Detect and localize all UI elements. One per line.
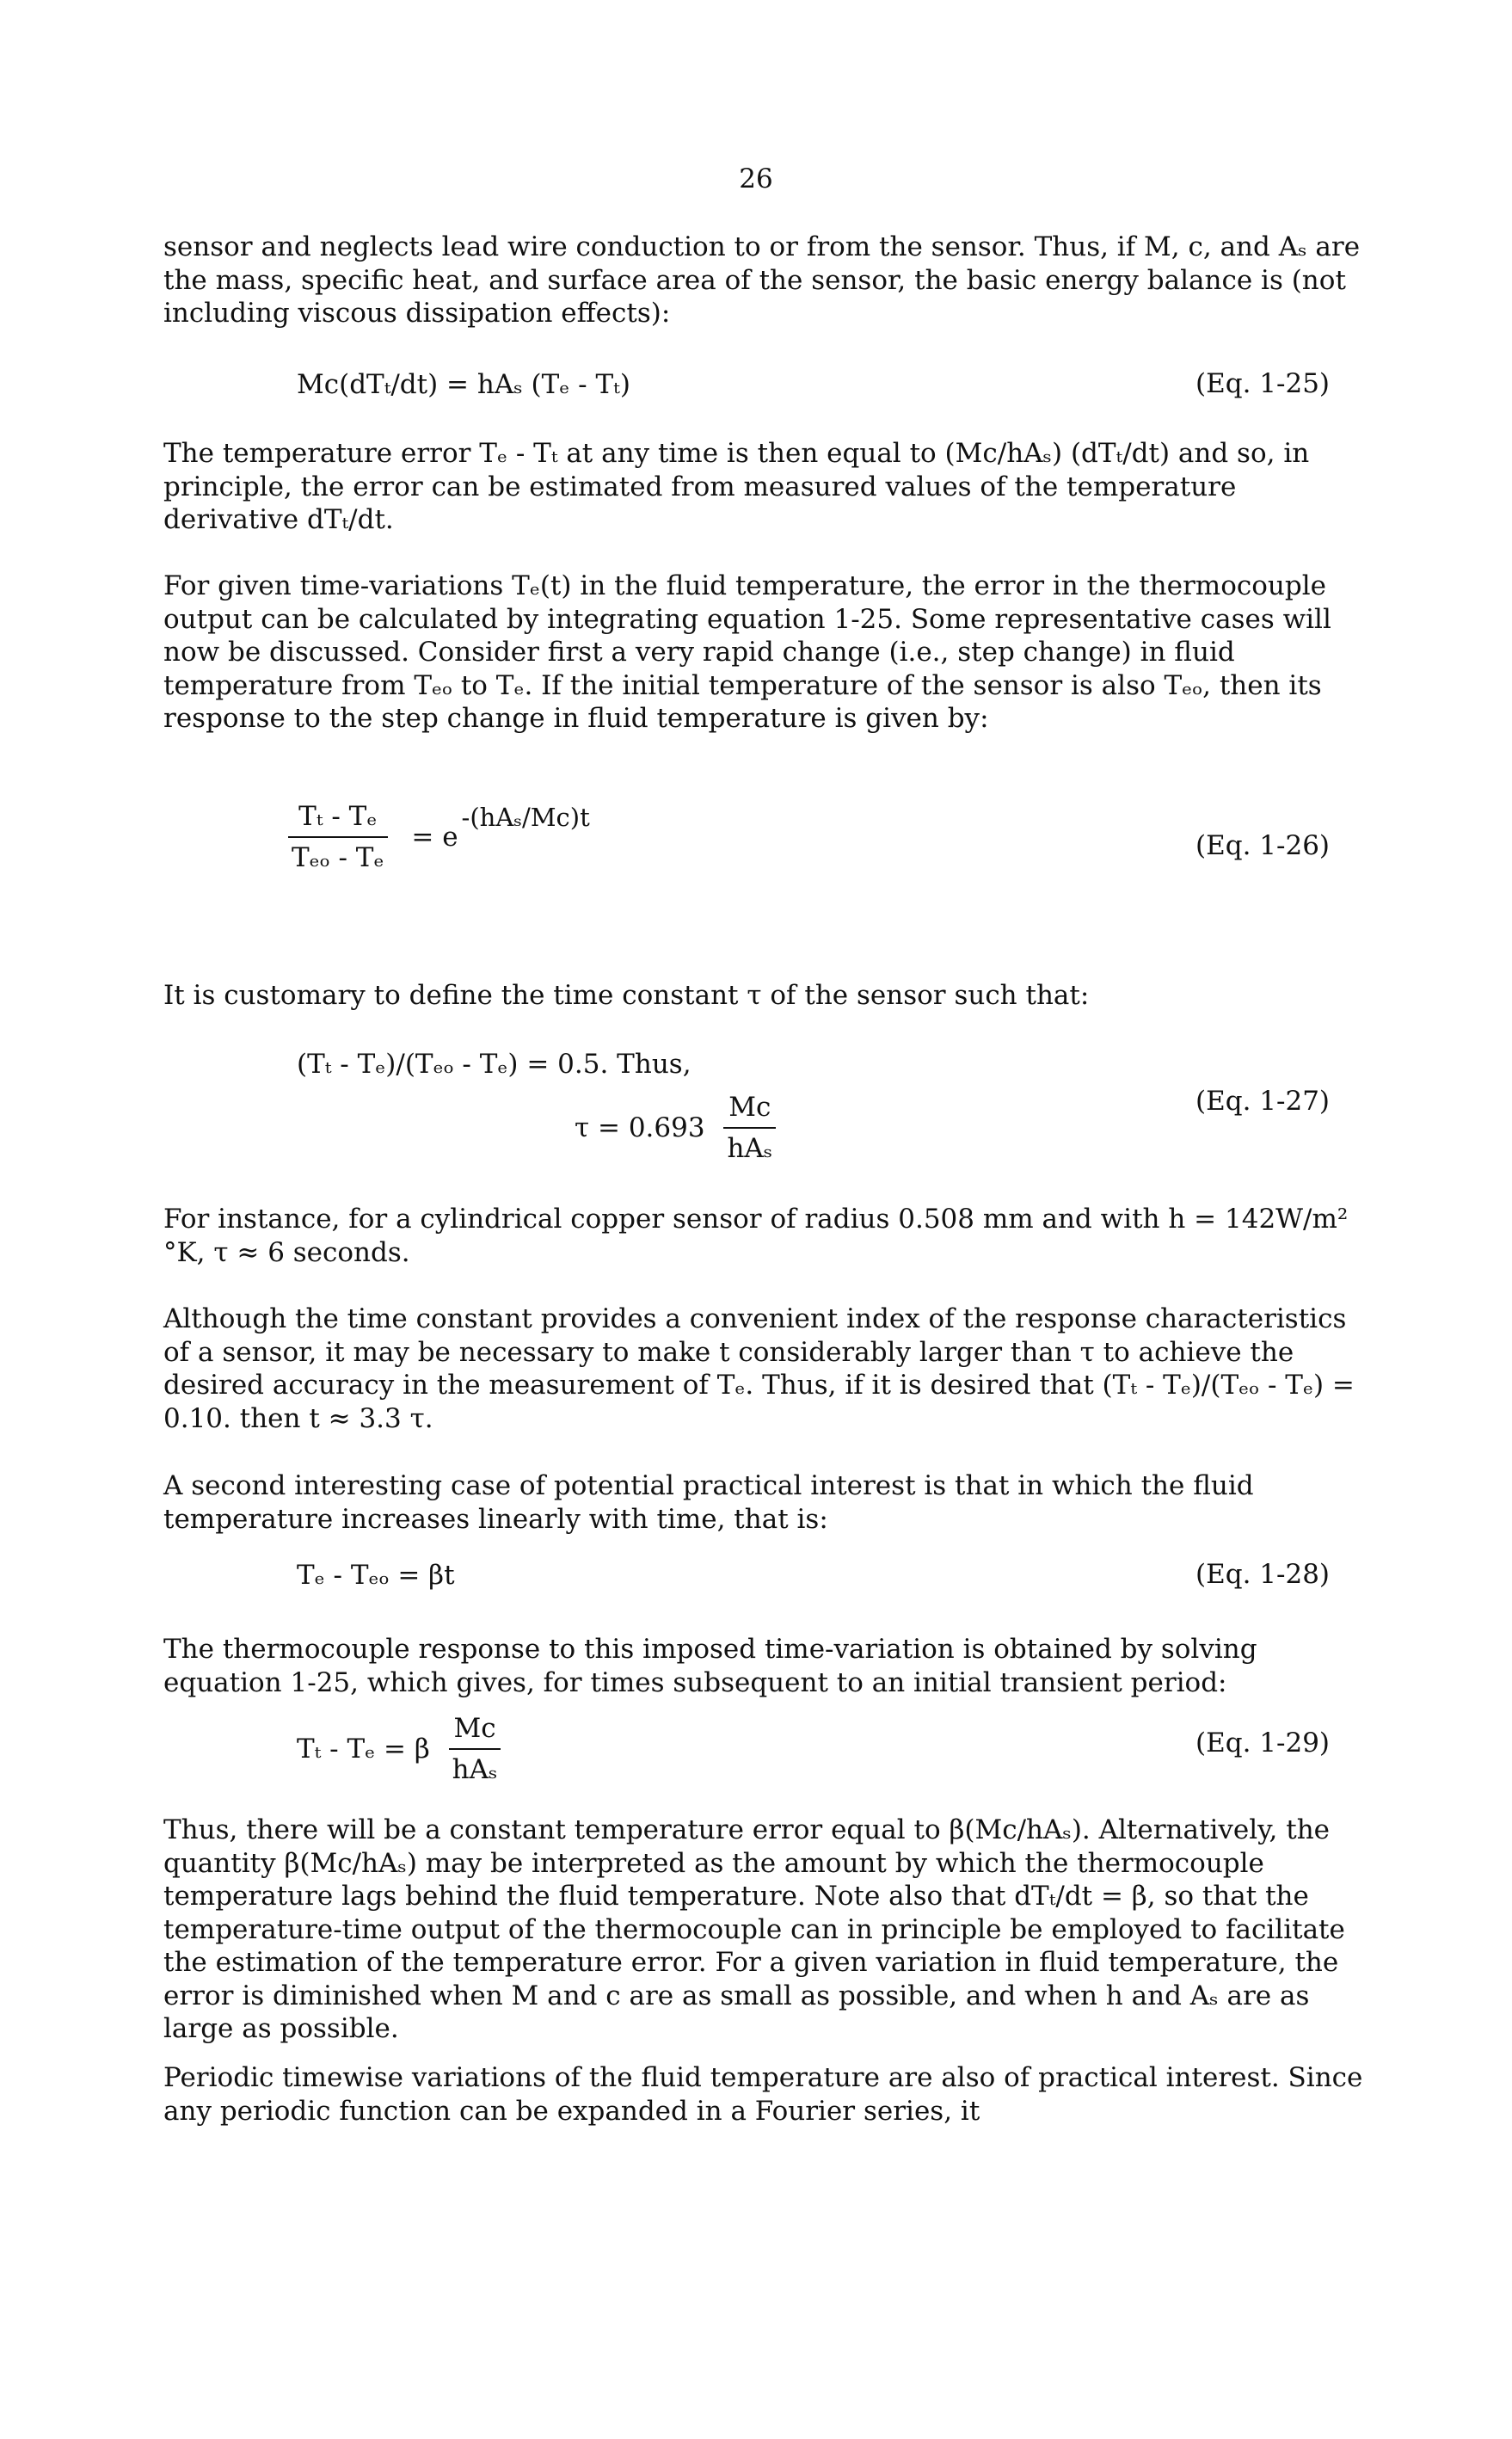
equation-1-27	[575, 1091, 776, 1165]
fraction-denominator: Tₑₒ - Tₑ	[292, 842, 384, 873]
equation-1-28: Tₑ - Tₑₒ = βt	[297, 1560, 455, 1591]
equation-1-25: Mc(dTₜ/dt) = hAₛ (Tₑ - Tₜ)	[297, 369, 630, 400]
equation-lhs: Tₜ - Tₑ = β	[297, 1734, 430, 1765]
tau-lhs: τ = 0.693	[575, 1112, 705, 1143]
page-number: 26	[739, 163, 773, 194]
equation-label-1-29: (Eq. 1-29)	[1195, 1728, 1331, 1758]
equals-e: = e	[411, 822, 458, 853]
equation-label-1-25: (Eq. 1-25)	[1195, 368, 1331, 399]
equation-label-1-28: (Eq. 1-28)	[1195, 1559, 1331, 1590]
equation-1-26	[288, 800, 590, 874]
fraction-denominator: hAₛ	[452, 1754, 498, 1785]
paragraph-4: It is customary to define the time constant τ of the sensor such that:	[163, 980, 1090, 1011]
equation-1-27-line1: (Tₜ - Tₑ)/(Tₑₒ - Tₑ) = 0.5. Thus,	[297, 1049, 691, 1080]
paragraph-3: For given time-variations Tₑ(t) in the fluid temperature, the error in the thermocouple output can be calculated by integrating equation 1-25. Some representative cases will now be discussed. Consider first a very rapid change (i.e., step change) in fluid temperature from Tₑₒ to Tₑ. If the initial temperature of the sensor is also Tₑₒ, then its response to the step change in fluid temperature is given by:	[163, 570, 1331, 734]
equation-1-29	[297, 1712, 501, 1786]
paragraph-7: A second interesting case of potential practical interest is that in which the fluid temperature increases linearly with time, that is:	[163, 1470, 1254, 1535]
equation-label-1-26: (Eq. 1-26)	[1195, 830, 1331, 861]
fraction-denominator: hAₛ	[727, 1133, 773, 1164]
equation-label-1-27: (Eq. 1-27)	[1195, 1086, 1331, 1117]
paragraph-1: sensor and neglects lead wire conduction to or from the sensor. Thus, if M, c, and Aₛ are the mass, specific heat, and surface area of the sensor, the basic energy balance is (not including viscous dissipation effects):	[163, 231, 1361, 329]
fraction	[723, 1091, 776, 1165]
fraction-numerator: Mc	[723, 1091, 776, 1129]
paragraph-8: The thermocouple response to this imposed time-variation is obtained by solving equation 1-25, which gives, for times subsequent to an initial transient period:	[163, 1634, 1257, 1698]
paragraph-6: Although the time constant provides a convenient index of the response characteristics of a sensor, it may be necessary to make t considerably larger than τ to achieve the desired accuracy in the measurement of Tₑ. Thus, if it is desired that (Tₜ - Tₑ)/(Tₑₒ - Tₑ) = 0.10. then t ≈ 3.3 τ.	[163, 1303, 1355, 1434]
paragraph-9: Thus, there will be a constant temperature error equal to β(Mc/hAₛ). Alternatively, the quantity β(Mc/hAₛ) may be interpreted as the amount by which the thermocouple temperature lags behind the fluid temperature. Note also that dTₜ/dt = β, so that the temperature-time output of the thermocouple can in principle be employed to facilitate the estimation of the temperature error. For a given variation in fluid temperature, the error is diminished when M and c are as small as possible, and when h and Aₛ are as large as possible.	[163, 1814, 1345, 2044]
fraction-numerator: Tₜ - Tₑ	[288, 800, 388, 838]
exponent: -(hAₛ/Mc)t	[461, 802, 590, 832]
fraction	[288, 800, 388, 874]
fraction-numerator: Mc	[449, 1712, 501, 1750]
paragraph-10: Periodic timewise variations of the fluid temperature are also of practical interest. Since any periodic function can be expanded in a Fourier series, it	[163, 2062, 1363, 2127]
paragraph-2: The temperature error Tₑ - Tₜ at any time is then equal to (Mc/hAₛ) (dTₜ/dt) and so, in principle, the error can be estimated from measured values of the temperature derivative dTₜ/dt.	[163, 438, 1310, 535]
fraction	[449, 1712, 501, 1786]
paragraph-5: For instance, for a cylindrical copper sensor of radius 0.508 mm and with h = 142W/m² °K, τ ≈ 6 seconds.	[163, 1204, 1349, 1268]
